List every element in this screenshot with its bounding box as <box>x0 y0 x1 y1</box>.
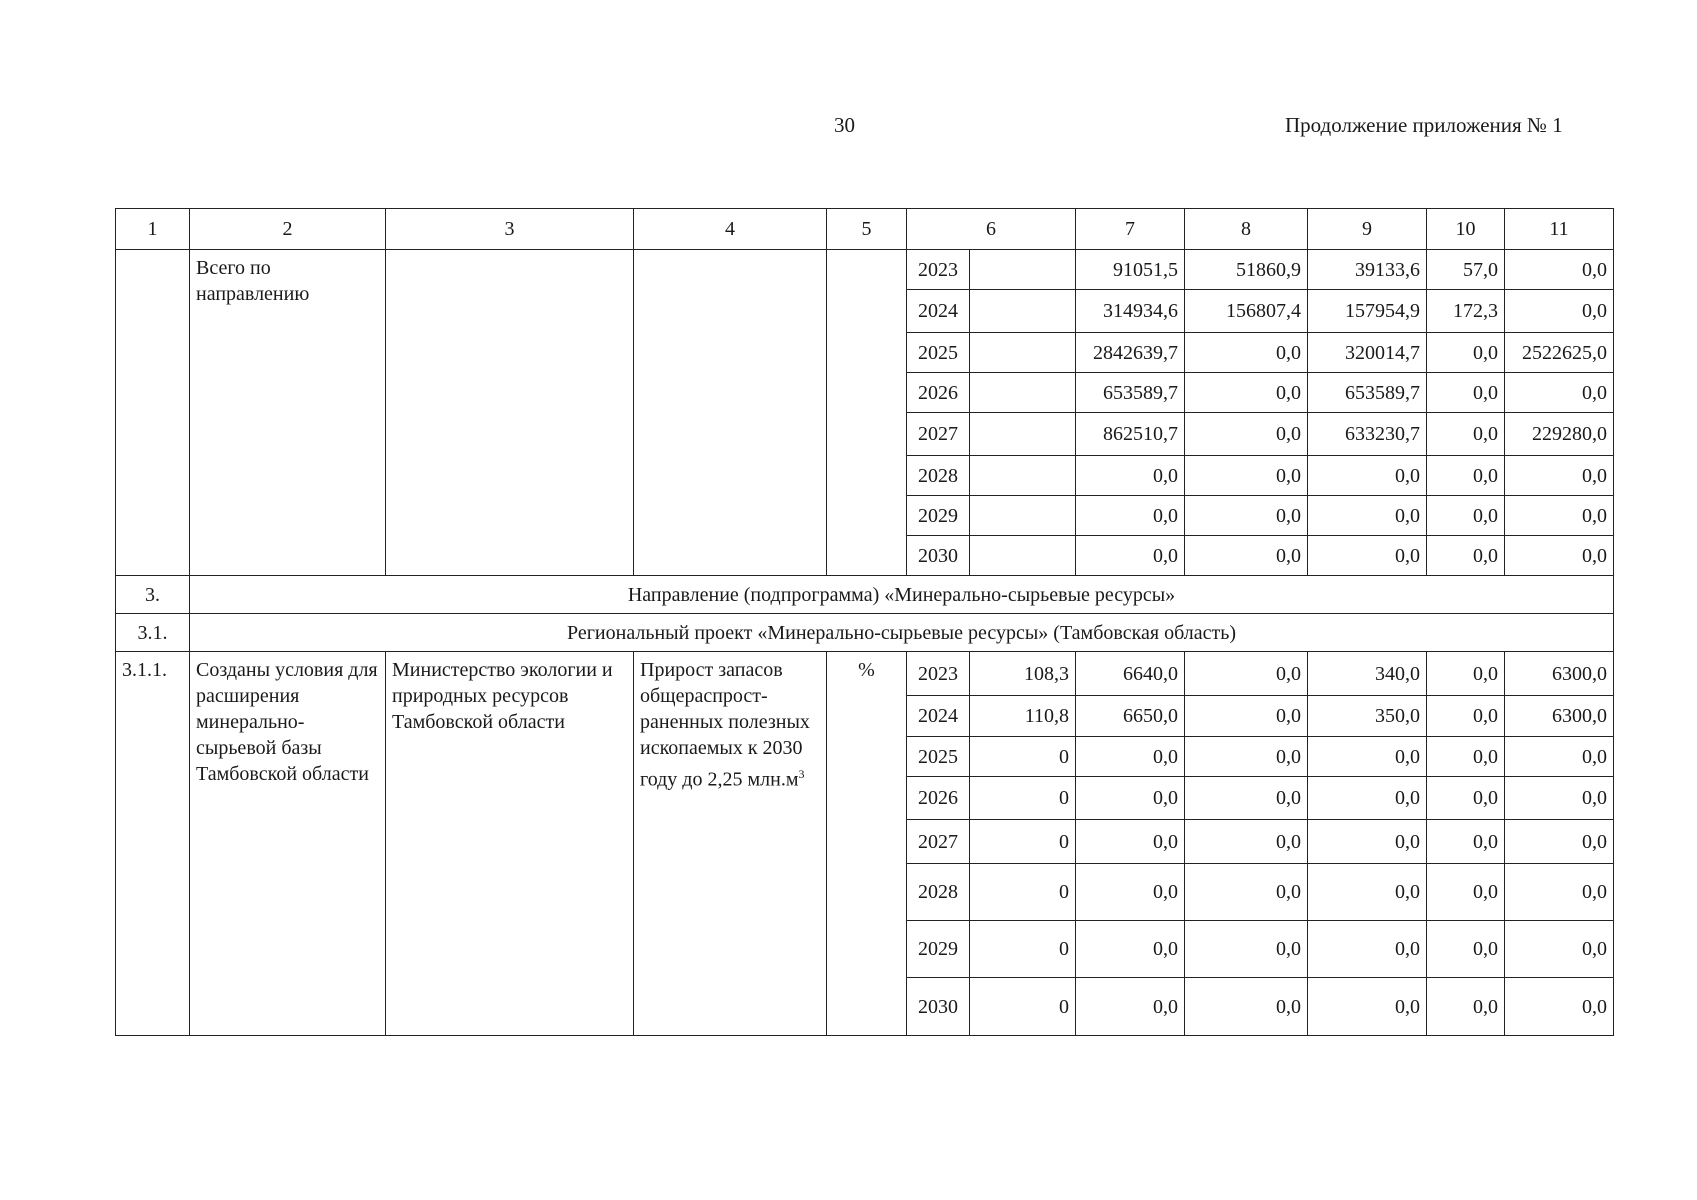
value-cell-11: 0,0 <box>1505 373 1614 413</box>
year-cell: 2028 <box>907 456 970 496</box>
value-cell-8: 0,0 <box>1185 696 1308 737</box>
year-cell: 2026 <box>907 777 970 820</box>
value-cell-7: 0,0 <box>1076 978 1185 1036</box>
value-cell-11: 6300,0 <box>1505 696 1614 737</box>
value-cell-7: 862510,7 <box>1076 413 1185 456</box>
row-number-empty <box>116 250 190 576</box>
value-cell-7: 0,0 <box>1076 777 1185 820</box>
value-cell-10: 0,0 <box>1427 864 1505 921</box>
appendix-note: Продолжение приложения № 1 <box>1285 113 1563 137</box>
section-number: 3.1. <box>116 614 190 652</box>
value-cell-11: 0,0 <box>1505 978 1614 1036</box>
value-cell-9: 633230,7 <box>1308 413 1427 456</box>
value-cell-7: 0,0 <box>1076 496 1185 536</box>
value-cell-8: 0,0 <box>1185 536 1308 576</box>
column-header-3: 3 <box>386 209 634 250</box>
value-cell-6: 110,8 <box>970 696 1076 737</box>
value-cell-10: 0,0 <box>1427 373 1505 413</box>
year-cell: 2024 <box>907 290 970 333</box>
row-name: Всего по направлению <box>190 250 386 576</box>
year-cell: 2029 <box>907 921 970 978</box>
year-cell: 2027 <box>907 820 970 864</box>
value-cell-6: 0 <box>970 777 1076 820</box>
value-cell-6 <box>970 496 1076 536</box>
year-cell: 2029 <box>907 496 970 536</box>
executor-empty <box>386 250 634 576</box>
column-header-1: 1 <box>116 209 190 250</box>
value-cell-9: 0,0 <box>1308 777 1427 820</box>
value-cell-6 <box>970 373 1076 413</box>
value-cell-7: 6650,0 <box>1076 696 1185 737</box>
value-cell-11: 6300,0 <box>1505 652 1614 696</box>
value-cell-10: 0,0 <box>1427 333 1505 373</box>
budget-table <box>115 208 1614 1036</box>
section-title: Направление (подпрограмма) «Минерально-сырьевые ресурсы» <box>190 576 1614 614</box>
value-cell-8: 0,0 <box>1185 737 1308 777</box>
year-cell: 2028 <box>907 864 970 921</box>
value-cell-10: 0,0 <box>1427 921 1505 978</box>
year-cell: 2023 <box>907 652 970 696</box>
year-cell: 2025 <box>907 333 970 373</box>
value-cell-8: 0,0 <box>1185 777 1308 820</box>
value-cell-8: 51860,9 <box>1185 250 1308 290</box>
value-cell-11: 0,0 <box>1505 536 1614 576</box>
value-cell-7: 0,0 <box>1076 536 1185 576</box>
value-cell-6: 0 <box>970 820 1076 864</box>
row-name: Созданы условия для расширения минерально-сырьевой базы Тамбовской области <box>190 652 386 1036</box>
value-cell-9: 39133,6 <box>1308 250 1427 290</box>
value-cell-7: 0,0 <box>1076 864 1185 921</box>
value-cell-8: 0,0 <box>1185 456 1308 496</box>
section-row <box>116 614 1614 652</box>
value-cell-10: 0,0 <box>1427 456 1505 496</box>
value-cell-10: 57,0 <box>1427 250 1505 290</box>
section-number: 3. <box>116 576 190 614</box>
value-cell-6 <box>970 536 1076 576</box>
row-number: 3.1.1. <box>116 652 190 1036</box>
value-cell-7: 0,0 <box>1076 820 1185 864</box>
value-cell-10: 0,0 <box>1427 978 1505 1036</box>
value-cell-9: 0,0 <box>1308 536 1427 576</box>
value-cell-10: 0,0 <box>1427 536 1505 576</box>
value-cell-6: 0 <box>970 864 1076 921</box>
table-row <box>116 652 1614 696</box>
unit-empty <box>827 250 907 576</box>
year-cell: 2025 <box>907 737 970 777</box>
value-cell-7: 0,0 <box>1076 921 1185 978</box>
year-cell: 2030 <box>907 978 970 1036</box>
table-row <box>116 250 1614 290</box>
value-cell-10: 0,0 <box>1427 652 1505 696</box>
value-cell-7: 0,0 <box>1076 456 1185 496</box>
value-cell-9: 0,0 <box>1308 820 1427 864</box>
value-cell-7: 314934,6 <box>1076 290 1185 333</box>
value-cell-6 <box>970 456 1076 496</box>
value-cell-6 <box>970 333 1076 373</box>
value-cell-10: 0,0 <box>1427 413 1505 456</box>
value-cell-9: 0,0 <box>1308 496 1427 536</box>
value-cell-10: 172,3 <box>1427 290 1505 333</box>
value-cell-11: 0,0 <box>1505 820 1614 864</box>
value-cell-11: 0,0 <box>1505 250 1614 290</box>
value-cell-6 <box>970 250 1076 290</box>
column-header-7: 7 <box>1076 209 1185 250</box>
column-header-10: 10 <box>1427 209 1505 250</box>
value-cell-11: 0,0 <box>1505 921 1614 978</box>
value-cell-11: 229280,0 <box>1505 413 1614 456</box>
value-cell-9: 0,0 <box>1308 456 1427 496</box>
value-cell-9: 320014,7 <box>1308 333 1427 373</box>
value-cell-9: 0,0 <box>1308 978 1427 1036</box>
value-cell-6: 0 <box>970 737 1076 777</box>
value-cell-8: 0,0 <box>1185 978 1308 1036</box>
year-cell: 2023 <box>907 250 970 290</box>
value-cell-11: 0,0 <box>1505 864 1614 921</box>
value-cell-6: 0 <box>970 921 1076 978</box>
value-cell-10: 0,0 <box>1427 820 1505 864</box>
unit: % <box>827 652 907 1036</box>
value-cell-9: 0,0 <box>1308 864 1427 921</box>
value-cell-7: 653589,7 <box>1076 373 1185 413</box>
value-cell-7: 91051,5 <box>1076 250 1185 290</box>
indicator-empty <box>634 250 827 576</box>
value-cell-10: 0,0 <box>1427 737 1505 777</box>
column-header-11: 11 <box>1505 209 1614 250</box>
year-cell: 2030 <box>907 536 970 576</box>
column-header-9: 9 <box>1308 209 1427 250</box>
column-header-4: 4 <box>634 209 827 250</box>
value-cell-7: 6640,0 <box>1076 652 1185 696</box>
value-cell-8: 0,0 <box>1185 496 1308 536</box>
value-cell-10: 0,0 <box>1427 777 1505 820</box>
executor: Министерство экологии и природных ресурсов Тамбовской области <box>386 652 634 1036</box>
column-header-2: 2 <box>190 209 386 250</box>
value-cell-9: 350,0 <box>1308 696 1427 737</box>
value-cell-7: 2842639,7 <box>1076 333 1185 373</box>
value-cell-6: 0 <box>970 978 1076 1036</box>
value-cell-8: 0,0 <box>1185 864 1308 921</box>
value-cell-8: 0,0 <box>1185 333 1308 373</box>
year-cell: 2027 <box>907 413 970 456</box>
value-cell-8: 0,0 <box>1185 413 1308 456</box>
value-cell-8: 156807,4 <box>1185 290 1308 333</box>
value-cell-11: 0,0 <box>1505 290 1614 333</box>
section-row <box>116 576 1614 614</box>
value-cell-11: 0,0 <box>1505 737 1614 777</box>
column-header-5: 5 <box>827 209 907 250</box>
value-cell-10: 0,0 <box>1427 696 1505 737</box>
value-cell-10: 0,0 <box>1427 496 1505 536</box>
value-cell-8: 0,0 <box>1185 921 1308 978</box>
value-cell-9: 340,0 <box>1308 652 1427 696</box>
page-number: 30 <box>834 113 855 137</box>
indicator: Прирост запасов общераспрост-раненных полезных ископаемых к 2030 году до 2,25 $млн.м^3$ <box>634 652 827 1036</box>
value-cell-6 <box>970 413 1076 456</box>
value-cell-9: 0,0 <box>1308 921 1427 978</box>
value-cell-11: 2522625,0 <box>1505 333 1614 373</box>
value-cell-9: 0,0 <box>1308 737 1427 777</box>
value-cell-9: 157954,9 <box>1308 290 1427 333</box>
value-cell-6: 108,3 <box>970 652 1076 696</box>
value-cell-6 <box>970 290 1076 333</box>
value-cell-11: 0,0 <box>1505 496 1614 536</box>
superscript: 3 <box>798 767 805 781</box>
value-cell-11: 0,0 <box>1505 456 1614 496</box>
value-cell-9: 653589,7 <box>1308 373 1427 413</box>
year-cell: 2024 <box>907 696 970 737</box>
section-title: Региональный проект «Минерально-сырьевые ресурсы» (Тамбовская область) <box>190 614 1614 652</box>
value-cell-8: 0,0 <box>1185 820 1308 864</box>
column-header-8: 8 <box>1185 209 1308 250</box>
value-cell-8: 0,0 <box>1185 373 1308 413</box>
value-cell-11: 0,0 <box>1505 777 1614 820</box>
column-number-row <box>116 209 1614 250</box>
year-cell: 2026 <box>907 373 970 413</box>
value-cell-8: 0,0 <box>1185 652 1308 696</box>
value-cell-7: 0,0 <box>1076 737 1185 777</box>
column-header-6: 6 <box>907 209 1076 250</box>
